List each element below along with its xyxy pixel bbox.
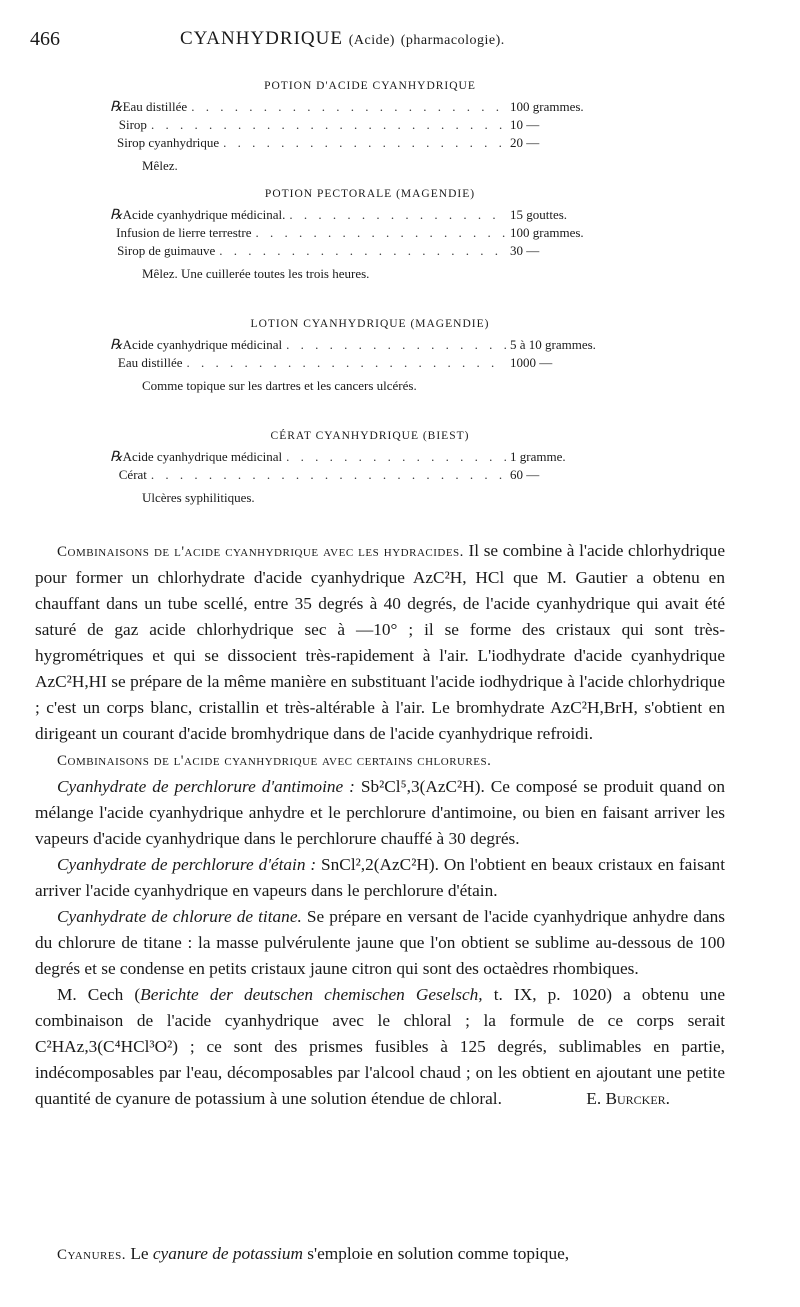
ingredient-row	[110, 355, 630, 373]
ingredient-qty: 20 —	[510, 135, 540, 150]
leader-dots	[151, 467, 506, 483]
page-number: 466	[30, 28, 60, 50]
leader-dots	[289, 207, 506, 223]
title-acide: (Acide)	[348, 33, 395, 48]
compound-name: Cyanhydrate de perchlorure d'étain :	[57, 855, 317, 874]
ingredient-qty: 30 —	[510, 243, 540, 258]
ingredient-qty: 60 —	[510, 467, 540, 482]
ingredient-row	[110, 225, 630, 243]
leader-dots	[187, 355, 507, 371]
paragraph-text: M. Cech (	[57, 985, 141, 1004]
paragraph-text: s'emploie en solution comme topique,	[302, 1244, 570, 1263]
ingredient-row	[110, 135, 630, 153]
formula-note: Mêlez.	[142, 158, 178, 173]
paragraph-text: SnCl²,2(AzC²H). On l'obtient en beaux cristaux en faisant arriver l'acide cyanhydrique en vapeurs dans le perchlorure d'étain.	[35, 855, 725, 900]
recipe-symbol: ℞	[110, 338, 123, 353]
ingredient-qty: 100 grammes.	[510, 225, 584, 240]
leader-dots	[223, 135, 506, 151]
ingredient-qty: 15 gouttes.	[510, 207, 568, 222]
leader-dots	[256, 225, 506, 241]
formula-note: Mêlez. Une cuillerée toutes les trois heures.	[142, 266, 370, 281]
ingredient-name: Sirop	[118, 117, 147, 132]
ingredient-qty: 5 à 10 grammes.	[510, 337, 596, 352]
paragraph-antimoine	[35, 774, 725, 852]
paragraph-cyanures	[35, 1244, 725, 1264]
ingredient-qty: 100 grammes.	[510, 99, 584, 114]
leader-dots	[286, 337, 506, 353]
recipe-symbol: ℞	[110, 450, 123, 465]
body-text	[35, 538, 725, 1112]
formula-note: Ulcères syphilitiques.	[142, 490, 255, 505]
paragraph-etain	[35, 852, 725, 904]
formula-title: POTION D'ACIDE CYANHYDRIQUE	[264, 80, 476, 92]
title-section: (pharmacologie).	[400, 33, 505, 48]
ingredient-name: Acide cyanhydrique médicinal	[122, 449, 283, 464]
formula-cerat	[110, 430, 630, 506]
ingredient-name: Eau distillée	[122, 99, 188, 114]
author-signature: E. Burcker.	[586, 1089, 670, 1108]
running-header	[30, 28, 765, 58]
ingredient-row	[110, 117, 630, 135]
leader-dots	[219, 243, 506, 259]
formula-title: LOTION CYANHYDRIQUE (MAGENDIE)	[250, 318, 490, 330]
paragraph-text: Le	[126, 1244, 153, 1263]
ingredient-row	[110, 337, 630, 355]
paragraph-heading: Cyanures.	[57, 1247, 126, 1263]
ingredient-name: Infusion de lierre terrestre	[116, 225, 252, 240]
paragraph-text: Se prépare en versant de l'acide cyanhydrique anhydre dans du chlorure de titane : la masse pulvérulente jaune que l'on obtient se sublime au-dessous de 100 degrés et se condense en petits cristaux jaune citron qui sont des octaèdres rhombiques.	[35, 907, 726, 978]
paragraph-titane	[35, 904, 725, 982]
citation-title: Berichte der deutschen chemischen Geselsch,	[140, 985, 483, 1004]
ingredient-row	[110, 99, 630, 117]
running-title	[180, 28, 505, 50]
leader-dots	[286, 449, 506, 465]
compound-name: cyanure de potassium	[152, 1244, 303, 1263]
paragraph-text: t. IX, p. 1020) a obtenu une combinaison de l'acide cyanhydrique avec le chloral ; la formule de ce corps serait C²HAz,3(C⁴HCl³O²) ; ce sont des prismes fusibles à 125 degrés, sublimables en partie, indécomposables par l'eau, décomposables par l'alcool chaud ; on les obtient en ajoutant une petite quantité de cyanure de potassium à une solution étendue de chloral.	[35, 985, 725, 1108]
ingredient-qty: 1 gramme.	[510, 449, 566, 464]
recipe-symbol: ℞	[110, 208, 123, 223]
paragraph-heading: Combinaisons de l'acide cyanhydrique avec certains chlorures.	[57, 753, 492, 769]
formula-potion-acide	[110, 80, 630, 174]
ingredient-qty: 10 —	[510, 117, 540, 132]
paragraph-text: Il se combine à l'acide chlorhydrique pour former un chlorhydrate d'acide cyanhydrique AzC²H, HCl que M. Gautier a obtenu en chauffant dans un tube scellé, entre 35 degrés à 40 degrés, de l'acide cyanhydrique qui avait été saturé de gaz acide chlorhydrique sec à —10° ; il se forme des cristaux qui sont très-hygrométriques et qui se dissocient très-rapidement à l'air. L'iodhydrate d'acide cyanhydrique AzC²H,HI se prépare de la même manière en substituant l'acide iodhydrique à l'acide chlorhydrique ; c'est un corps blanc, cristallin et très-altérable à l'air. Le bromhydrate AzC²H,BrH, s'obtient en dirigeant un courant d'acide bromhydrique dans de l'acide cyanhydrique refroidi.	[35, 541, 725, 743]
ingredient-name: Cérat	[118, 467, 147, 482]
formula-lotion	[110, 318, 630, 394]
ingredient-name: Sirop de guimauve	[117, 243, 216, 258]
formula-title: CÉRAT CYANHYDRIQUE (BIEST)	[270, 430, 470, 442]
ingredient-name: Acide cyanhydrique médicinal.	[122, 207, 286, 222]
leader-dots	[151, 117, 506, 133]
paragraph-heading: Combinaisons de l'acide cyanhydrique avec les hydracides.	[57, 544, 464, 560]
ingredient-row	[110, 243, 630, 261]
ingredient-name: Sirop cyanhydrique	[116, 135, 220, 150]
ingredient-qty: 1000 —	[510, 355, 553, 370]
paragraph-chlorures	[35, 747, 725, 774]
ingredient-row	[110, 449, 630, 467]
formula-title: POTION PECTORALE (MAGENDIE)	[264, 188, 476, 200]
formula-note: Comme topique sur les dartres et les cancers ulcérés.	[142, 378, 417, 393]
leader-dots	[191, 99, 506, 115]
compound-name: Cyanhydrate de chlorure de titane.	[57, 907, 302, 926]
compound-name: Cyanhydrate de perchlorure d'antimoine :	[57, 777, 355, 796]
ingredient-name: Eau distillée	[117, 355, 183, 370]
recipe-symbol: ℞	[110, 100, 123, 115]
ingredient-row	[110, 207, 630, 225]
formula-potion-pectorale	[110, 188, 630, 282]
paragraph-hydracides	[35, 538, 725, 747]
title-main: CYANHYDRIQUE	[180, 28, 343, 49]
paragraph-text: Sb²Cl⁵,3(AzC²H). Ce composé se produit quand on mélange l'acide cyanhydrique anhydre et le perchlorure d'antimoine, ou bien en faisant arriver les vapeurs d'acide cyanhydrique dans le perchlorure chauffé à 30 degrés.	[35, 777, 725, 848]
ingredient-row	[110, 467, 630, 485]
ingredient-name: Acide cyanhydrique médicinal	[122, 337, 283, 352]
